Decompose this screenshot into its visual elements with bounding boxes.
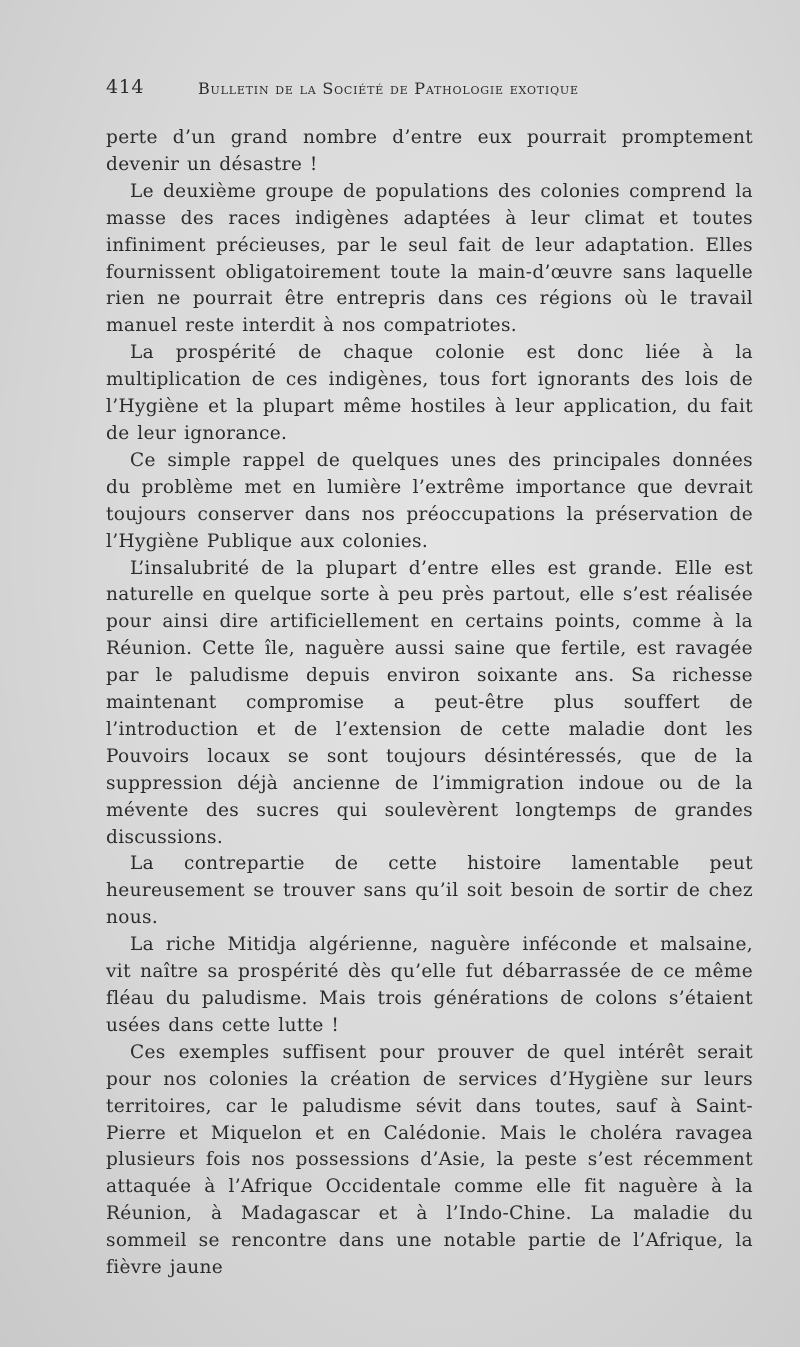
paragraph: L’insalubrité de la plupart d’entre elles est grande. Elle est naturelle en quelque sorte à peu près partout, elle s’est réalisée pour ainsi dire artificiellement en certains points, comme à la Réunion. Cette île, naguère aussi saine que fertile, est ravagée par le paludisme depuis environ soixante ans. Sa richesse maintenant compromise a peut-être plus souffert de l’introduction et de l’extension de cette maladie dont les Pouvoirs locaux se sont toujours désintéressés, que de la suppression déjà ancienne de l’immigration indoue ou de la mévente des sucres qui soulevèrent longtemps de grandes discussions.: [106, 557, 753, 848]
paragraph: Le deuxième groupe de populations des colonies comprend la masse des races indigènes adaptées à leur climat et toutes infiniment précieuses, par le seul fait de leur adaptation. Elles fournissent obligatoirement toute la main-d’œuvre sans laquelle rien ne pourrait être entrepris dans ces régions où le travail manuel reste interdit à nos compatriotes.: [106, 180, 753, 337]
body-text: [106, 125, 753, 1282]
paragraph: Ce simple rappel de quelques unes des principales données du problème met en lumière l’extrême importance que devrait toujours conserver dans nos préoccupations la préservation de l’Hygiène Publique aux colonies.: [106, 449, 753, 552]
page-number: 414: [106, 76, 145, 98]
running-title: Bulletin de la Société de Pathologie exotique: [198, 79, 579, 98]
running-header: [106, 76, 666, 106]
paragraph: perte d’un grand nombre d’entre eux pourrait promptement devenir un désastre !: [106, 127, 753, 175]
paragraph: La contrepartie de cette histoire lamentable peut heureusement se trouver sans qu’il soit besoin de sortir de chez nous.: [106, 853, 753, 929]
paragraph: La prospérité de chaque colonie est donc liée à la multiplication de ces indigènes, tous fort ignorants des lois de l’Hygiène et la plupart même hostiles à leur application, du fait de leur ignorance.: [106, 342, 753, 444]
paragraph: La riche Mitidja algérienne, naguère inféconde et malsaine, vit naître sa prospérité dès qu’elle fut débarrassée de ce même fléau du paludisme. Mais trois générations de colons s’étaient usées dans cette lutte !: [106, 934, 753, 1036]
paragraph: Ces exemples suffisent pour prouver de quel intérêt serait pour nos colonies la création de services d’Hygiène sur leurs territoires, car le paludisme sévit dans toutes, sauf à Saint-Pierre et Miquelon et en Calédonie. Mais le choléra ravagea plusieurs fois nos possessions d’Asie, la peste s’est récemment attaquée à l’Afrique Occidentale comme elle fit naguère à la Réunion, à Madagascar et à l’Indo-Chine. La maladie du sommeil se rencontre dans une notable partie de l’Afrique, la fièvre jaune: [106, 1041, 753, 1279]
